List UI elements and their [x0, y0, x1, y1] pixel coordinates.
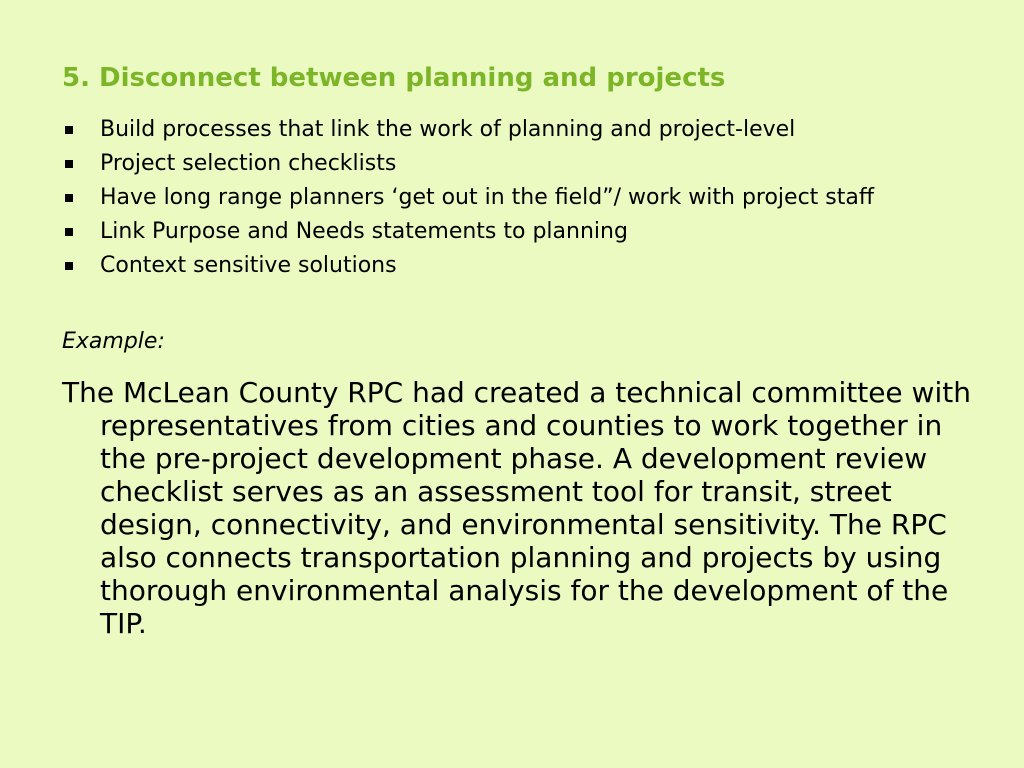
example-paragraph: The McLean County RPC had created a technical committee with representatives from cities and counties to work together in the pre-project development phase. A development review checklist serves as an assessment tool for transit, street design, connectivity, and environmental sensitivity. The RPC also connects transportation planning and projects by using thorough environmental analysis for the development of the TIP.: [62, 376, 971, 640]
bullet-text: Have long range planners ‘get out in the field”/ work with project staff: [100, 185, 875, 210]
bullet-list: [62, 117, 962, 287]
slide-title: 5. Disconnect between planning and projects: [62, 63, 726, 93]
square-bullet-icon: [65, 262, 73, 270]
square-bullet-icon: [65, 160, 73, 168]
square-bullet-icon: [65, 126, 73, 134]
square-bullet-icon: [65, 194, 73, 202]
bullet-text: Build processes that link the work of planning and project-level: [100, 117, 796, 142]
bullet-item: [62, 151, 962, 177]
bullet-item: [62, 117, 962, 143]
bullet-item: [62, 219, 962, 245]
bullet-text: Link Purpose and Needs statements to planning: [100, 219, 628, 244]
example-label: Example:: [62, 329, 165, 354]
bullet-item: [62, 253, 962, 279]
bullet-text: Context sensitive solutions: [100, 253, 397, 278]
bullet-text: Project selection checklists: [100, 151, 397, 176]
bullet-item: [62, 185, 962, 211]
square-bullet-icon: [65, 228, 73, 236]
